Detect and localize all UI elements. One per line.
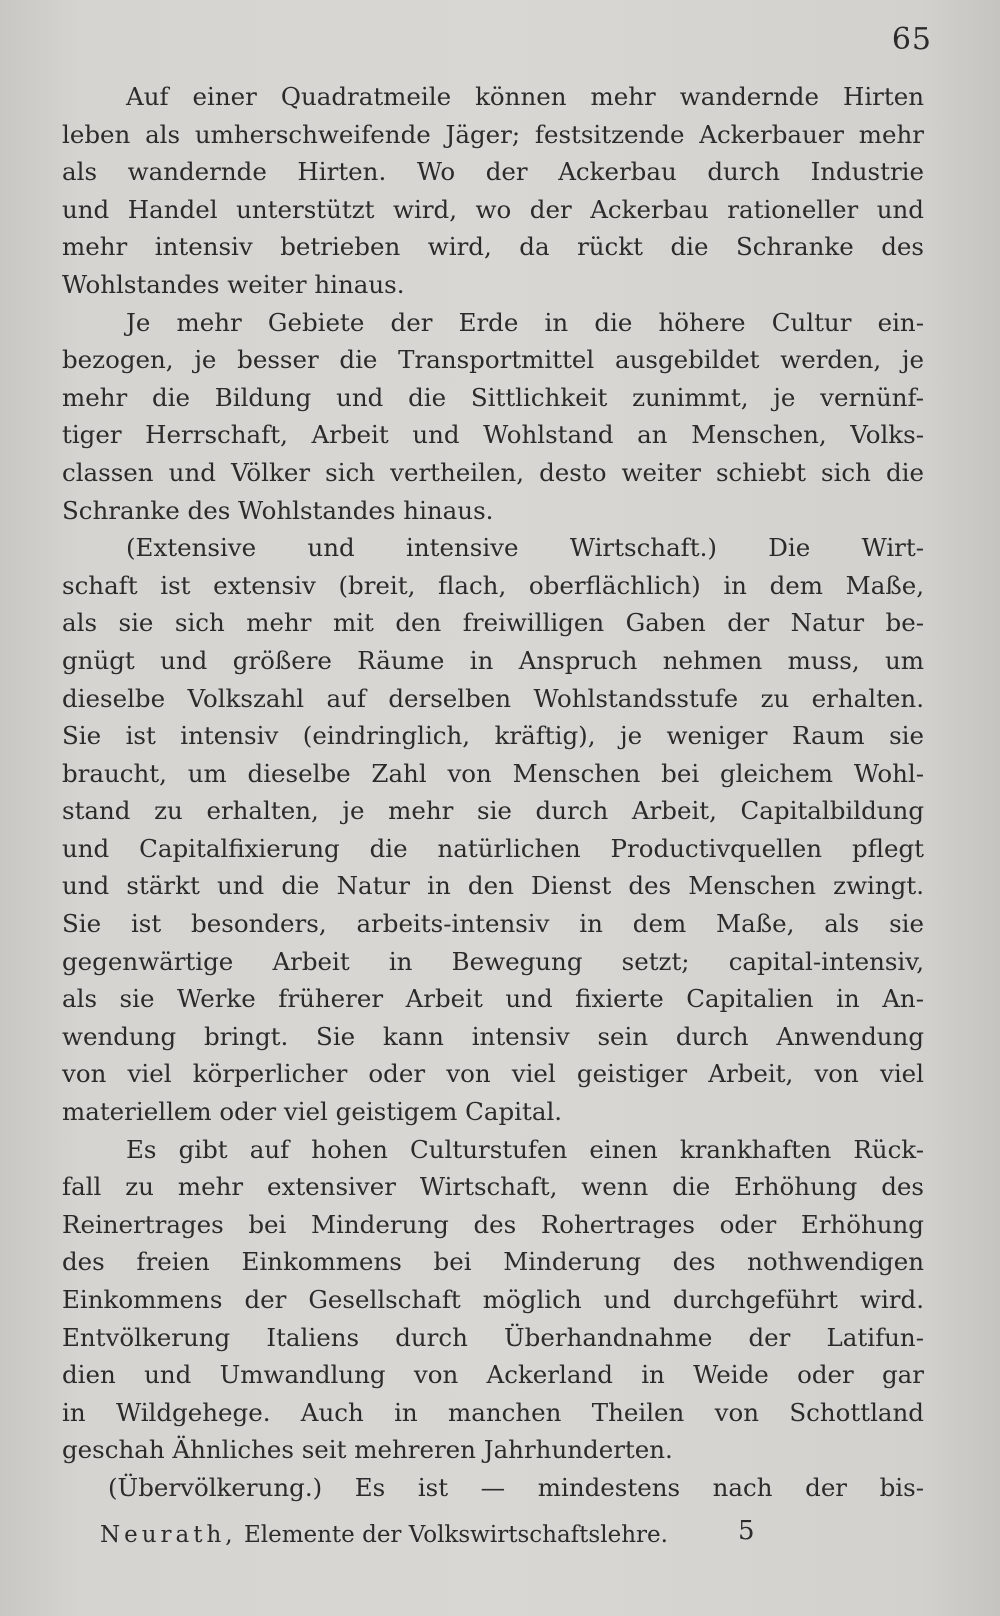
text-line: und Handel unterstützt wird, wo der Ackerbau rationeller und xyxy=(62,194,924,224)
text-line: dien und Umwandlung von Ackerland in Weide oder gar xyxy=(62,1360,924,1390)
text-line: Sie ist intensiv (eindringlich, kräftig), je weniger Raum sie xyxy=(62,721,924,751)
text-line: Es gibt auf hohen Culturstufen einen krankhaften Rück- xyxy=(126,1134,924,1164)
text-line: Entvölkerung Italiens durch Überhandnahme der Latifun- xyxy=(62,1322,924,1352)
text-line: von viel körperlicher oder von viel geistiger Arbeit, von viel xyxy=(62,1059,924,1089)
footer-title: Elemente der Volkswirtschaftslehre. xyxy=(243,1522,668,1548)
text-line: als sie Werke früherer Arbeit und fixierte Capitalien in An- xyxy=(62,984,924,1014)
text-line: wendung bringt. Sie kann intensiv sein durch Anwendung xyxy=(62,1021,924,1051)
text-line: und Capitalfixierung die natürlichen Productivquellen pflegt xyxy=(62,833,924,863)
text-line: bezogen, je besser die Transportmittel ausgebildet werden, je xyxy=(62,345,924,375)
text-line: Schranke des Wohlstandes hinaus. xyxy=(62,495,494,525)
text-line: Einkommens der Gesellschaft möglich und durchgeführt wird. xyxy=(62,1285,924,1314)
text-line: mehr intensiv betrieben wird, da rückt die Schranke des xyxy=(62,232,924,262)
text-line: stand zu erhalten, je mehr sie durch Arbeit, Capitalbildung xyxy=(62,796,924,826)
page-number: 65 xyxy=(891,22,932,57)
text-line: (Übervölkerung.) Es ist — mindestens nach der bis- xyxy=(108,1472,924,1502)
body-text xyxy=(62,78,924,1507)
footer-author: Neurath, xyxy=(100,1522,237,1548)
text-line: Wohlstandes weiter hinaus. xyxy=(62,269,405,299)
text-line: classen und Völker sich vertheilen, desto weiter schiebt sich die xyxy=(62,457,924,487)
page-footer xyxy=(100,1522,760,1548)
text-line: des freien Einkommens bei Minderung des nothwendigen xyxy=(62,1247,924,1277)
text-line: Auf einer Quadratmeile können mehr wandernde Hirten xyxy=(126,82,924,111)
text-line: (Extensive und intensive Wirtschaft.) Die Wirt- xyxy=(126,533,924,563)
text-line: materiellem oder viel geistigem Capital. xyxy=(62,1097,563,1127)
signature-mark: 5 xyxy=(738,1516,755,1546)
text-line: dieselbe Volkszahl auf derselben Wohlstandsstufe zu erhalten. xyxy=(62,683,924,713)
text-line: braucht, um dieselbe Zahl von Menschen bei gleichem Wohl- xyxy=(62,758,924,788)
text-line: in Wildgehege. Auch in manchen Theilen von Schottland xyxy=(62,1397,924,1427)
text-line: Je mehr Gebiete der Erde in die höhere Cultur ein- xyxy=(126,307,924,337)
text-line: fall zu mehr extensiver Wirtschaft, wenn die Erhöhung des xyxy=(62,1172,924,1202)
text-line: leben als umherschweifende Jäger; festsitzende Ackerbauer mehr xyxy=(62,119,924,149)
text-line: Sie ist besonders, arbeits-intensiv in dem Maße, als sie xyxy=(62,909,924,939)
text-line: gnügt und größere Räume in Anspruch nehmen muss, um xyxy=(62,645,924,675)
text-line: Reinertrages bei Minderung des Rohertrages oder Erhöhung xyxy=(62,1209,924,1239)
text-line: als sie sich mehr mit den freiwilligen Gaben der Natur be- xyxy=(62,608,924,638)
text-line: geschah Ähnliches seit mehreren Jahrhunderten. xyxy=(62,1435,673,1465)
text-line: als wandernde Hirten. Wo der Ackerbau durch Industrie xyxy=(62,157,924,187)
text-line: mehr die Bildung und die Sittlichkeit zunimmt, je vernünf- xyxy=(62,382,924,412)
text-line: tiger Herrschaft, Arbeit und Wohlstand an Menschen, Volks- xyxy=(62,420,924,450)
text-line: schaft ist extensiv (breit, flach, oberflächlich) in dem Maße, xyxy=(62,570,924,600)
text-line: gegenwärtige Arbeit in Bewegung setzt; capital-intensiv, xyxy=(62,946,924,976)
text-line: und stärkt und die Natur in den Dienst des Menschen zwingt. xyxy=(62,871,924,901)
